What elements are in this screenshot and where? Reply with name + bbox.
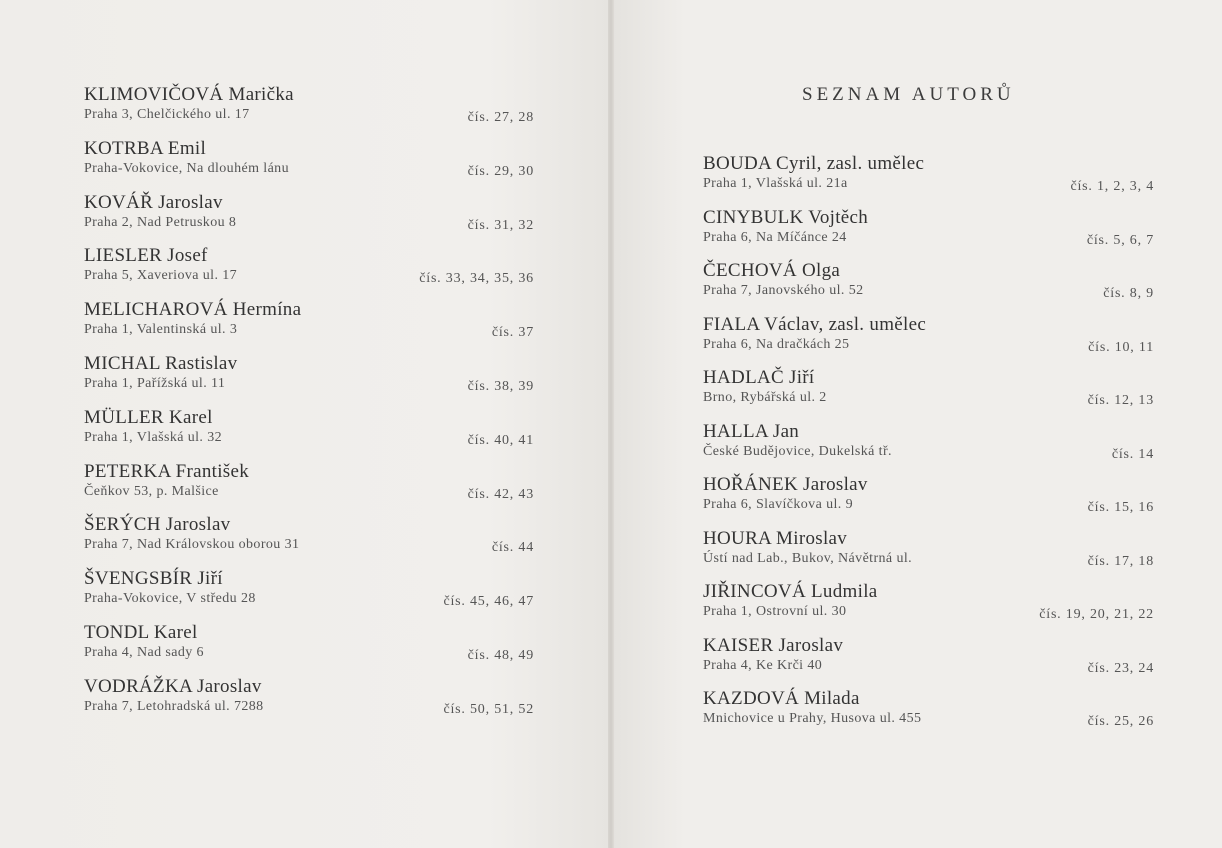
author-entry xyxy=(703,314,926,354)
catalogue-numbers: čís. 5, 6, 7 xyxy=(1086,232,1154,248)
author-entry xyxy=(84,353,237,393)
author-entry xyxy=(84,622,204,662)
author-address: Praha 7, Janovského ul. 52 xyxy=(703,283,864,298)
author-entry xyxy=(703,688,921,728)
author-address: Praha 6, Na Míčánce 24 xyxy=(703,229,847,245)
author-entry xyxy=(84,676,264,716)
catalogue-numbers: čís. 14 xyxy=(1111,446,1154,462)
author-name: KAISER Jaroslav xyxy=(703,634,844,656)
author-name: BOUDA Cyril, zasl. umělec xyxy=(703,153,925,174)
author-entry xyxy=(703,207,868,247)
page-heading: SEZNAM AUTORŮ xyxy=(802,84,1015,105)
author-address: Ústí nad Lab., Bukov, Návětrná ul. xyxy=(703,550,913,566)
author-address: Praha 7, Letohradská ul. 7288 xyxy=(84,698,264,714)
catalogue-numbers: čís. 37 xyxy=(491,325,534,341)
author-address: Praha 4, Nad sady 6 xyxy=(84,645,204,660)
catalogue-numbers: čís. 25, 26 xyxy=(1087,714,1154,729)
author-address: Praha-Vokovice, V středu 28 xyxy=(84,591,256,607)
author-name: LIESLER Josef xyxy=(84,245,208,267)
author-address: Praha-Vokovice, Na dlouhém lánu xyxy=(84,160,289,176)
author-name: KAZDOVÁ Milada xyxy=(703,688,860,709)
catalogue-numbers: čís. 38, 39 xyxy=(467,379,534,394)
author-address: Praha 1, Vlašská ul. 32 xyxy=(84,429,223,445)
catalogue-numbers: čís. 8, 9 xyxy=(1103,286,1154,301)
author-entry xyxy=(84,192,236,232)
author-address: Praha 6, Na dračkách 25 xyxy=(703,336,850,352)
catalogue-numbers: čís. 29, 30 xyxy=(467,163,534,179)
author-address: Brno, Rybářská ul. 2 xyxy=(703,390,827,405)
author-name: CINYBULK Vojtěch xyxy=(703,206,869,228)
catalogue-numbers: čís. 12, 13 xyxy=(1087,393,1154,408)
author-address: Praha 2, Nad Petruskou 8 xyxy=(84,214,237,230)
catalogue-numbers: čís. 27, 28 xyxy=(467,110,534,125)
author-name: VODRÁŽKA Jaroslav xyxy=(84,675,262,697)
author-name: FIALA Václav, zasl. umělec xyxy=(703,313,927,335)
author-name: MICHAL Rastislav xyxy=(84,353,238,374)
author-entry xyxy=(703,421,892,461)
author-name: ŠVENGSBÍR Jiří xyxy=(84,568,223,590)
author-address: Mnichovice u Prahy, Husova ul. 455 xyxy=(703,711,922,726)
author-name: KLIMOVIČOVÁ Marička xyxy=(84,84,294,105)
author-name: ŠERÝCH Jaroslav xyxy=(84,514,231,536)
catalogue-numbers: čís. 42, 43 xyxy=(467,486,534,502)
author-entry xyxy=(84,299,301,339)
author-entry xyxy=(703,635,843,675)
author-entry xyxy=(703,581,878,621)
author-name: PETERKA František xyxy=(84,460,250,482)
author-name: KOTRBA Emil xyxy=(84,137,207,159)
catalogue-numbers: čís. 31, 32 xyxy=(467,217,534,233)
author-name: MELICHAROVÁ Hermína xyxy=(84,299,302,321)
author-entry xyxy=(84,461,249,501)
catalogue-numbers: čís. 40, 41 xyxy=(467,432,534,448)
author-entry xyxy=(84,84,294,124)
author-entry xyxy=(84,407,222,447)
author-address: Praha 7, Nad Královskou oborou 31 xyxy=(84,537,300,553)
author-name: TONDL Karel xyxy=(84,622,198,643)
author-name: HALLA Jan xyxy=(703,420,800,442)
author-address: Praha 1, Ostrovní ul. 30 xyxy=(703,604,847,619)
author-address: České Budějovice, Dukelská tř. xyxy=(703,443,892,459)
author-address: Čeňkov 53, p. Malšice xyxy=(84,483,219,499)
author-address: Praha 1, Vlašská ul. 21a xyxy=(703,176,848,191)
author-name: JIŘINCOVÁ Ludmila xyxy=(703,581,878,602)
author-address: Praha 3, Chelčického ul. 17 xyxy=(84,107,250,122)
author-entry xyxy=(703,260,864,300)
catalogue-numbers: čís. 50, 51, 52 xyxy=(443,701,534,717)
catalogue-numbers: čís. 15, 16 xyxy=(1087,500,1154,515)
author-entry xyxy=(703,528,912,568)
author-address: Praha 1, Valentinská ul. 3 xyxy=(84,322,238,338)
author-name: ČECHOVÁ Olga xyxy=(703,260,841,281)
catalogue-numbers: čís. 33, 34, 35, 36 xyxy=(419,271,534,287)
author-entry xyxy=(84,245,237,285)
author-name: HOURA Miroslav xyxy=(703,527,848,549)
catalogue-numbers: čís. 17, 18 xyxy=(1087,553,1154,569)
catalogue-numbers: čís. 10, 11 xyxy=(1088,339,1154,355)
catalogue-numbers: čís. 19, 20, 21, 22 xyxy=(1039,607,1154,622)
author-address: Praha 5, Xaveriova ul. 17 xyxy=(84,268,238,284)
author-name: HOŘÁNEK Jaroslav xyxy=(703,474,868,495)
book-gutter xyxy=(608,0,614,848)
author-name: HADLAČ Jiří xyxy=(703,367,815,388)
author-address: Praha 4, Ke Krči 40 xyxy=(703,657,823,673)
catalogue-numbers: čís. 1, 2, 3, 4 xyxy=(1070,179,1154,194)
author-address: Praha 6, Slavíčkova ul. 9 xyxy=(703,497,853,512)
author-entry xyxy=(703,474,868,514)
author-name: MÜLLER Karel xyxy=(84,406,213,428)
author-address: Praha 1, Pařížská ul. 11 xyxy=(84,376,226,391)
catalogue-numbers: čís. 48, 49 xyxy=(467,648,534,663)
catalogue-numbers: čís. 23, 24 xyxy=(1087,660,1154,676)
catalogue-numbers: čís. 45, 46, 47 xyxy=(443,594,534,610)
author-entry xyxy=(703,153,924,193)
author-name: KOVÁŘ Jaroslav xyxy=(84,191,223,213)
author-entry xyxy=(84,568,256,608)
author-entry xyxy=(703,367,827,407)
author-entry xyxy=(84,514,299,554)
author-entry xyxy=(84,138,289,178)
catalogue-numbers: čís. 44 xyxy=(491,540,534,556)
